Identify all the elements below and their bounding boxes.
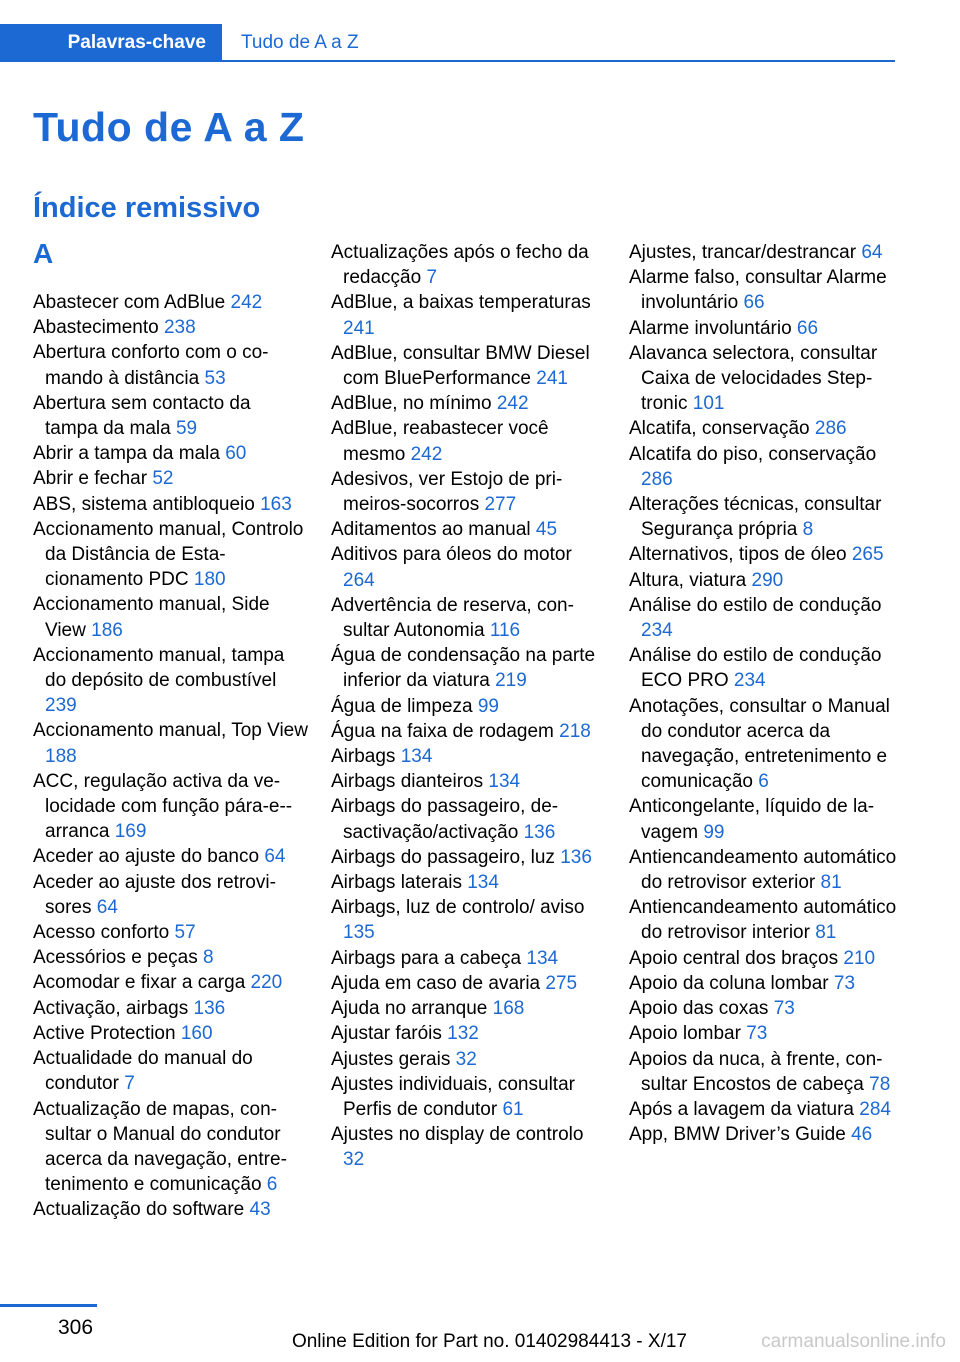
index-entry bbox=[629, 442, 897, 492]
watermark: carmanualsonline.info bbox=[761, 1331, 946, 1352]
index-entry bbox=[33, 492, 308, 517]
index-entry-page-link[interactable]: 136 bbox=[193, 997, 226, 1019]
index-entry-term: Acessórios e peças bbox=[33, 947, 198, 969]
index-entry-page-link[interactable]: 8 bbox=[203, 947, 214, 969]
index-entry-page-link[interactable]: 290 bbox=[751, 569, 784, 591]
index-entry-term: Após a lavagem da viatura bbox=[629, 1098, 854, 1120]
index-entry-page-link[interactable]: 286 bbox=[814, 418, 847, 440]
index-entry-term: Adesivos, ver Estojo de primeiros-socorros bbox=[331, 468, 563, 516]
index-entry-term: Apoio lombar bbox=[629, 1023, 741, 1045]
index-entry-term: Água de condensação na parte inferior da viatura bbox=[331, 645, 596, 692]
index-entry bbox=[33, 996, 308, 1021]
index-entry bbox=[629, 341, 897, 417]
page-number: 306 bbox=[58, 1316, 94, 1339]
index-entry-term: Abertura conforto com o comando à distância bbox=[33, 342, 269, 389]
index-entry bbox=[331, 1021, 606, 1046]
index-entry-page-link[interactable]: 219 bbox=[495, 670, 527, 692]
index-entry-term: Abrir e fechar bbox=[33, 468, 148, 490]
index-entry bbox=[33, 920, 308, 945]
index-entry-page-link[interactable]: 163 bbox=[260, 493, 292, 515]
index-entry bbox=[331, 794, 606, 844]
index-entry-page-link[interactable]: 45 bbox=[535, 519, 558, 541]
index-entry-page-link[interactable]: 241 bbox=[343, 317, 375, 339]
index-entry-term: Ajustar faróis bbox=[331, 1023, 442, 1045]
index-entry-page-link[interactable]: 64 bbox=[264, 846, 286, 868]
index-entry-page-link[interactable]: 8 bbox=[802, 519, 814, 541]
index-entry-term: AdBlue, no mínimo bbox=[331, 393, 492, 415]
index-entry-page-link[interactable]: 241 bbox=[536, 368, 568, 390]
index-entry-page-link[interactable]: 99 bbox=[703, 821, 725, 843]
index-entry bbox=[331, 719, 606, 744]
index-entry bbox=[33, 718, 308, 768]
index-entry-page-link[interactable]: 286 bbox=[641, 468, 673, 490]
index-entry-page-link[interactable]: 6 bbox=[266, 1174, 278, 1196]
index-entry bbox=[629, 265, 897, 315]
index-entry bbox=[331, 694, 606, 719]
index-entry-page-link[interactable]: 242 bbox=[410, 443, 443, 465]
index-entry bbox=[629, 845, 897, 895]
index-entry-term: Aditivos para óleos do motor bbox=[331, 544, 572, 566]
index-entry-page-link[interactable]: 234 bbox=[641, 620, 673, 642]
index-entry-page-link[interactable]: 73 bbox=[833, 972, 856, 994]
index-entry bbox=[331, 416, 606, 466]
index-entry-page-link[interactable]: 234 bbox=[733, 670, 766, 692]
index-entry-term: Alcatifa, conservação bbox=[629, 418, 810, 440]
index-entry-page-link[interactable]: 218 bbox=[559, 720, 591, 742]
index-entry bbox=[33, 769, 308, 845]
index-entry-term: Apoios da nuca, à frente, consultar Encostos de cabeça bbox=[629, 1048, 883, 1095]
index-entry-term: Apoio central dos braços bbox=[629, 947, 839, 969]
index-entry-term: Ajuda no arranque bbox=[331, 998, 488, 1020]
index-entry-term: Actualização do software bbox=[33, 1199, 245, 1221]
index-entry bbox=[629, 643, 897, 693]
index-entry-page-link[interactable]: 81 bbox=[815, 922, 837, 944]
index-entry-term: Advertência de reserva, consultar Autonomia bbox=[331, 594, 574, 642]
index-entry bbox=[33, 290, 308, 315]
index-entry-page-link[interactable]: 101 bbox=[692, 393, 725, 415]
index-entry bbox=[331, 1072, 606, 1122]
index-entry bbox=[33, 441, 308, 466]
index-entry-page-link[interactable]: 6 bbox=[758, 771, 769, 793]
index-entry-term: Active Protection bbox=[33, 1022, 176, 1044]
index-entry-page-link[interactable]: 43 bbox=[249, 1199, 271, 1221]
index-entry-page-link[interactable]: 134 bbox=[467, 872, 499, 894]
index-entry-term: Airbags, luz de controlo/ aviso bbox=[331, 897, 585, 919]
index-entry-term: Activação, airbags bbox=[33, 997, 189, 1019]
index-entry bbox=[331, 391, 606, 416]
index-entry bbox=[331, 946, 606, 971]
index-entry-page-link[interactable]: 59 bbox=[175, 418, 198, 440]
index-entry-term: Actualizações após o fecho da redacção bbox=[331, 242, 589, 289]
index-entry-page-link[interactable]: 46 bbox=[851, 1124, 873, 1146]
index-entry-term: ACC, regulação activa da velocidade com função pára-e--arranca bbox=[33, 770, 293, 843]
page-title: Tudo de A a Z bbox=[33, 104, 305, 150]
index-entry-page-link[interactable]: 169 bbox=[114, 821, 147, 843]
index-entry-term: Anotações, consultar o Manual do condutor acerca da navegação, entretenimento e comunicação bbox=[629, 695, 890, 793]
index-entry-term: Antiencandeamento automático do retrovisor interior bbox=[629, 897, 897, 944]
index-entry bbox=[629, 971, 897, 996]
index-entry bbox=[629, 568, 897, 593]
index-entry bbox=[33, 970, 308, 995]
index-entry-term: Aceder ao ajuste dos retrovisores bbox=[33, 871, 276, 918]
index-entry bbox=[629, 1122, 897, 1147]
index-entry-page-link[interactable]: 136 bbox=[523, 821, 556, 843]
index-entry-page-link[interactable]: 188 bbox=[45, 745, 77, 767]
index-entry-page-link[interactable]: 73 bbox=[773, 998, 795, 1020]
index-entry bbox=[629, 492, 897, 542]
index-entry-term: Accionamento manual, Side View bbox=[33, 594, 270, 641]
index-entry bbox=[331, 517, 606, 542]
index-entry bbox=[331, 341, 606, 391]
index-entry-term: AdBlue, a baixas temperaturas bbox=[331, 292, 591, 314]
index-entry bbox=[331, 542, 606, 592]
index-entry-page-link[interactable]: 60 bbox=[225, 443, 247, 465]
index-entry-term: Abastecer com AdBlue bbox=[33, 292, 226, 313]
index-entry-page-link[interactable]: 7 bbox=[426, 267, 438, 289]
index-entry bbox=[629, 946, 897, 971]
index-entry bbox=[33, 1097, 308, 1198]
index-entry-term: Alternativos, tipos de óleo bbox=[629, 544, 847, 566]
index-entry-page-link[interactable]: 242 bbox=[230, 292, 263, 313]
index-entry bbox=[331, 240, 606, 290]
index-entry-page-link[interactable]: 168 bbox=[492, 998, 525, 1020]
index-entry-term: Ajustes no display de controlo bbox=[331, 1124, 584, 1146]
index-entry-term: AdBlue, reabastecer você mesmo bbox=[331, 418, 549, 465]
index-entry bbox=[331, 643, 606, 693]
index-entry bbox=[33, 1046, 308, 1096]
index-entry bbox=[33, 315, 308, 340]
index-entry-page-link[interactable]: 116 bbox=[489, 620, 521, 642]
index-entry-term: Airbags do passageiro, desactivação/activação bbox=[331, 796, 559, 843]
index-entry-term: ABS, sistema antibloqueio bbox=[33, 493, 255, 515]
index-entry bbox=[331, 870, 606, 895]
index-entry-page-link[interactable]: 32 bbox=[455, 1048, 477, 1070]
index-entry-term: Anticongelante, líquido de lavagem bbox=[629, 796, 875, 843]
footer-rule bbox=[0, 1304, 97, 1307]
index-entry-page-link[interactable]: 134 bbox=[400, 746, 433, 768]
index-entry-page-link[interactable]: 238 bbox=[163, 317, 196, 339]
index-entry bbox=[629, 1047, 897, 1097]
index-entry bbox=[33, 643, 308, 719]
index-entry-term: Ajustes gerais bbox=[331, 1048, 451, 1070]
index-entry-term: Ajuda em caso de avaria bbox=[331, 972, 541, 994]
index-entry bbox=[33, 340, 308, 390]
index-entry bbox=[629, 416, 897, 441]
index-entry-page-link[interactable]: 61 bbox=[502, 1098, 524, 1120]
index-entry bbox=[331, 971, 606, 996]
index-entry bbox=[331, 845, 606, 870]
header-tabbar bbox=[0, 24, 895, 62]
index-entry bbox=[331, 895, 606, 945]
index-entry-term: Aceder ao ajuste do banco bbox=[33, 846, 260, 868]
index-entry-page-link[interactable]: 73 bbox=[746, 1023, 768, 1045]
index-entry-page-link[interactable]: 32 bbox=[343, 1149, 365, 1171]
index-entry-page-link[interactable]: 160 bbox=[180, 1022, 213, 1044]
index-entry-term: Análise do estilo de condução bbox=[629, 594, 882, 616]
tab-tudo-de-a-a-z[interactable]: Tudo de A a Z bbox=[241, 32, 359, 53]
index-entry-term: Abastecimento bbox=[33, 317, 159, 339]
index-entry bbox=[629, 1021, 897, 1046]
index-entry-page-link[interactable]: 284 bbox=[859, 1098, 891, 1120]
index-entry-page-link[interactable]: 66 bbox=[743, 292, 765, 314]
index-entry-page-link[interactable]: 132 bbox=[447, 1023, 479, 1045]
index-entry bbox=[629, 895, 897, 945]
index-entry-term: Alcatifa do piso, conservação bbox=[629, 443, 877, 465]
index-entry-page-link[interactable]: 186 bbox=[91, 619, 123, 641]
index-entry-term: Apoio da coluna lombar bbox=[629, 972, 829, 994]
index-entry bbox=[629, 694, 897, 795]
index-entry bbox=[33, 1197, 308, 1222]
index-entry bbox=[629, 240, 897, 265]
index-entry-term: Alarme involuntário bbox=[629, 317, 792, 339]
index-entry-page-link[interactable]: 134 bbox=[488, 771, 521, 793]
index-entry-term: Actualização de mapas, consultar o Manual do condutor acerca da navegação, entretenimento e comunicação bbox=[33, 1098, 287, 1196]
index-column-2 bbox=[331, 240, 606, 1173]
index-entry bbox=[629, 316, 897, 341]
index-entry-term: Alterações técnicas, consultar Segurança própria bbox=[629, 494, 882, 541]
tab-palavras-chave[interactable]: Palavras-chave bbox=[0, 24, 222, 62]
index-entry-page-link[interactable]: 81 bbox=[820, 872, 842, 894]
index-entry-page-link[interactable]: 180 bbox=[193, 569, 226, 591]
index-entry-term: Airbags laterais bbox=[331, 872, 462, 894]
index-entry bbox=[331, 744, 606, 769]
section-title: Índice remissivo bbox=[33, 192, 261, 224]
index-entry-page-link[interactable]: 277 bbox=[484, 494, 517, 516]
index-entry-term: Actualidade do manual do condutor bbox=[33, 1048, 253, 1095]
index-entry-term: Ajustes individuais, consultar Perfis de condutor bbox=[331, 1073, 575, 1120]
index-entry-page-link[interactable]: 57 bbox=[174, 922, 196, 944]
index-entry-term: Airbags para a cabeça bbox=[331, 947, 522, 969]
index-entry-term: Água na faixa de rodagem bbox=[331, 720, 554, 742]
index-entry bbox=[33, 870, 308, 920]
index-letter-heading: A bbox=[33, 238, 54, 269]
index-entry bbox=[331, 593, 606, 643]
index-entry bbox=[331, 290, 606, 340]
index-entry-term: Airbags dianteiros bbox=[331, 771, 484, 793]
index-entry-term: App, BMW Driver’s Guide bbox=[629, 1124, 846, 1146]
index-entry bbox=[629, 794, 897, 844]
index-entry bbox=[33, 391, 308, 441]
index-entry-page-link[interactable]: 52 bbox=[152, 468, 174, 490]
index-entry-term: Antiencandeamento automático do retrovisor exterior bbox=[629, 846, 897, 894]
index-entry-page-link[interactable]: 64 bbox=[861, 242, 883, 263]
index-entry-term: Ajustes, trancar/destrancar bbox=[629, 242, 857, 263]
index-entry-page-link[interactable]: 135 bbox=[343, 922, 375, 944]
index-entry-page-link[interactable]: 78 bbox=[869, 1073, 891, 1095]
index-entry bbox=[331, 467, 606, 517]
index-entry-term: Altura, viatura bbox=[629, 569, 747, 591]
index-entry bbox=[331, 996, 606, 1021]
index-entry-term: Análise do estilo de condução ECO PRO bbox=[629, 645, 882, 692]
index-entry bbox=[629, 593, 897, 643]
index-entry-term: Alarme falso, consultar Alarme involuntário bbox=[629, 267, 887, 314]
index-entry-page-link[interactable]: 210 bbox=[843, 947, 876, 969]
index-entry bbox=[33, 466, 308, 491]
index-entry-page-link[interactable]: 134 bbox=[526, 947, 559, 969]
index-entry bbox=[33, 592, 308, 642]
index-entry-page-link[interactable]: 242 bbox=[496, 393, 529, 415]
index-entry-term: Abrir a tampa da mala bbox=[33, 443, 220, 465]
index-entry-page-link[interactable]: 239 bbox=[45, 695, 77, 717]
index-entry bbox=[331, 769, 606, 794]
index-entry-term: Alavanca selectora, consultar Caixa de velocidades Steptronic bbox=[629, 342, 878, 415]
index-entry-term: Água de limpeza bbox=[331, 695, 473, 717]
index-entry bbox=[33, 517, 308, 593]
index-entry-term: Acomodar e fixar a carga bbox=[33, 972, 246, 994]
index-entry-page-link[interactable]: 275 bbox=[545, 972, 578, 994]
edition-note: Online Edition for Part no. 01402984413 - X/17 bbox=[291, 1331, 687, 1352]
index-entry-page-link[interactable]: 99 bbox=[477, 695, 499, 717]
index-entry-term: AdBlue, consultar BMW Diesel com BluePerformance bbox=[331, 342, 590, 390]
header-rule bbox=[0, 60, 895, 62]
index-entry-page-link[interactable]: 220 bbox=[250, 972, 283, 994]
index-entry-term: Accionamento manual, Top View bbox=[33, 720, 308, 742]
index-entry-term: Accionamento manual, Controlo da Distância de Estacionamento PDC bbox=[33, 518, 304, 591]
index-entry bbox=[33, 945, 308, 970]
index-column-3 bbox=[629, 240, 897, 1147]
index-entry-term: Acesso conforto bbox=[33, 922, 170, 944]
index-entry bbox=[629, 542, 897, 567]
index-entry-term: Aditamentos ao manual bbox=[331, 519, 531, 541]
index-entry-page-link[interactable]: 265 bbox=[851, 544, 884, 566]
index-entry-page-link[interactable]: 136 bbox=[560, 846, 592, 868]
index-entry-term: Accionamento manual, tampa do depósito de combustível bbox=[33, 644, 285, 692]
index-entry-page-link[interactable]: 64 bbox=[96, 896, 118, 918]
index-entry-term: Abertura sem contacto da tampa da mala bbox=[33, 392, 251, 440]
index-entry-page-link[interactable]: 53 bbox=[204, 367, 226, 389]
index-entry bbox=[629, 996, 897, 1021]
index-entry bbox=[331, 1122, 606, 1172]
index-column-1 bbox=[33, 290, 308, 1223]
index-entry-term: Airbags do passageiro, luz bbox=[331, 846, 555, 868]
index-entry-page-link[interactable]: 264 bbox=[343, 569, 375, 591]
index-entry-page-link[interactable]: 7 bbox=[124, 1073, 135, 1095]
index-entry bbox=[33, 1021, 308, 1046]
index-entry-term: Airbags bbox=[331, 746, 396, 768]
index-entry-term: Apoio das coxas bbox=[629, 998, 769, 1020]
index-entry bbox=[331, 1047, 606, 1072]
index-entry bbox=[629, 1097, 897, 1122]
index-entry bbox=[33, 844, 308, 869]
index-entry-page-link[interactable]: 66 bbox=[796, 317, 819, 339]
